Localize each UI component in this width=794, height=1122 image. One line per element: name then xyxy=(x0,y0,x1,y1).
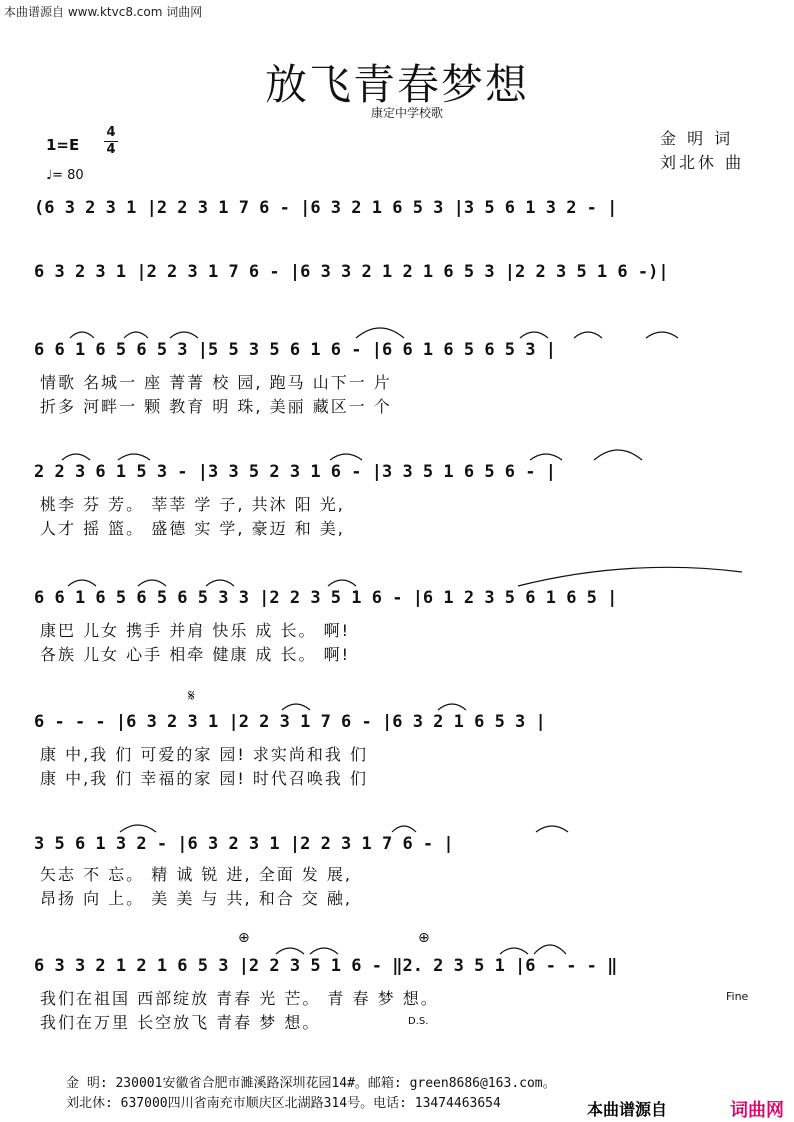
composer-credit: 刘北休 曲 xyxy=(660,153,745,172)
lyric-line-6-verse-2: 康 中,我 们 幸福的家 园! 时代召唤我 们 xyxy=(40,769,369,788)
slur-mark xyxy=(392,826,416,832)
slur-mark xyxy=(500,948,528,954)
lyric-line-7-verse-2: 昂扬 向 上。 美 美 与 共, 和合 交 融, xyxy=(40,889,352,908)
slur-mark xyxy=(328,580,356,586)
lyric-line-3-verse-1: 情歌 名城一 座 菁菁 校 园, 跑马 山下一 片 xyxy=(40,373,392,392)
coda-sign-1: ⊕ xyxy=(238,930,250,946)
slur-mark xyxy=(438,704,466,710)
watermark-right: 词曲网 xyxy=(730,1100,784,1121)
slur-mark xyxy=(118,454,150,460)
footer-composer-address: 刘北休: 637000四川省南充市顺庆区北湖路314号。电话: 13474463654 xyxy=(66,1096,501,1111)
tempo-marking: ♩= 80 xyxy=(46,168,84,183)
slur-mark xyxy=(646,332,678,338)
watermark-left: 本曲谱源自 xyxy=(587,1100,668,1119)
slur-mark xyxy=(68,580,96,586)
song-title: 放飞青春梦想 xyxy=(264,60,529,109)
slur-mark xyxy=(124,332,148,338)
key-signature: 1=E xyxy=(46,136,80,154)
lyric-line-4-verse-1: 桃李 芬 芳。 莘莘 学 子, 共沐 阳 光, xyxy=(40,495,345,514)
slur-mark xyxy=(276,948,304,954)
slur-mark xyxy=(310,948,338,954)
site-source-text: 本曲谱源自 www.ktvc8.com 词曲网 xyxy=(4,5,203,19)
score-line-2: 6 3 2 3 1 |2 2 3 1 7 6 - |6 3 3 2 1 2 1 6 5 3 |2 2 3 5 1 6 -)| xyxy=(34,262,669,282)
slur-mark xyxy=(536,826,568,832)
time-signature-top: 4 xyxy=(106,125,116,140)
coda-sign-2: ⊕ xyxy=(418,930,430,946)
score-line-8: 6 3 3 2 1 2 1 6 5 3 |2 2 3 5 1 6 - ‖2. 2 3 5 1 |6 - - - ‖ xyxy=(34,956,618,976)
time-signature-bottom: 4 xyxy=(106,142,116,157)
lyric-line-5-verse-1: 康巴 儿女 携手 并肩 快乐 成 长。 啊! xyxy=(40,621,351,640)
segno-sign: 𝄋 xyxy=(188,686,195,705)
slur-mark xyxy=(534,945,566,954)
slur-mark xyxy=(282,704,310,710)
slur-mark xyxy=(518,567,742,586)
footer-lyricist-address: 金 明: 230001安徽省合肥市濉溪路深圳花园14#。邮箱: green8686@163.com。 xyxy=(66,1076,556,1091)
fine-marking: Fine xyxy=(726,990,749,1003)
lyric-line-6-verse-1: 康 中,我 们 可爱的家 园! 求实尚和我 们 xyxy=(40,745,369,764)
slur-mark xyxy=(138,580,166,586)
slur-mark xyxy=(594,450,642,460)
score-line-4: 2 2 3 6 1 5 3 - |3 3 5 2 3 1 6 - |3 3 5 1 6 5 6 - | xyxy=(34,462,556,482)
slur-mark xyxy=(330,454,362,460)
lyric-line-8-verse-2: 我们在万里 长空放飞 青春 梦 想。 xyxy=(40,1013,321,1032)
slur-mark xyxy=(520,332,548,338)
slur-mark xyxy=(574,332,602,338)
lyric-line-7-verse-1: 矢志 不 忘。 精 诚 锐 进, 全面 发 展, xyxy=(40,865,352,884)
score-line-1: (6 3 2 3 1 |2 2 3 1 7 6 - |6 3 2 1 6 5 3 |3 5 6 1 3 2 - | xyxy=(34,198,618,218)
score-line-6: 6 - - - |6 3 2 3 1 |2 2 3 1 7 6 - |6 3 2 1 6 5 3 | xyxy=(34,712,546,732)
slur-mark xyxy=(530,454,562,460)
score-line-7: 3 5 6 1 3 2 - |6 3 2 3 1 |2 2 3 1 7 6 - | xyxy=(34,834,454,854)
lyric-line-8-verse-1: 我们在祖国 西部绽放 青春 光 芒。 青 春 梦 想。 xyxy=(40,989,439,1008)
lyric-line-4-verse-2: 人才 摇 篮。 盛德 实 学, 豪迈 和 美, xyxy=(40,519,345,538)
slur-mark xyxy=(206,580,234,586)
slur-mark xyxy=(170,332,198,338)
ds-marking: D.S. xyxy=(408,1016,429,1027)
slur-mark xyxy=(70,332,94,338)
score-line-3: 6 6 1 6 5 6 5 3 |5 5 3 5 6 1 6 - |6 6 1 6 5 6 5 3 | xyxy=(34,340,556,360)
lyric-line-3-verse-2: 折多 河畔一 颗 教育 明 珠, 美丽 藏区一 个 xyxy=(40,397,392,416)
lyric-line-5-verse-2: 各族 儿女 心手 相牵 健康 成 长。 啊! xyxy=(40,645,351,664)
song-subtitle: 康定中学校歌 xyxy=(370,106,443,120)
lyricist-credit: 金 明 词 xyxy=(660,129,734,148)
slur-mark xyxy=(120,825,156,832)
slur-mark xyxy=(356,328,404,338)
slur-mark xyxy=(62,454,90,460)
score-line-5: 6 6 1 6 5 6 5 6 5 3 3 |2 2 3 5 1 6 - |6 1 2 3 5 6 1 6 5 | xyxy=(34,588,618,608)
